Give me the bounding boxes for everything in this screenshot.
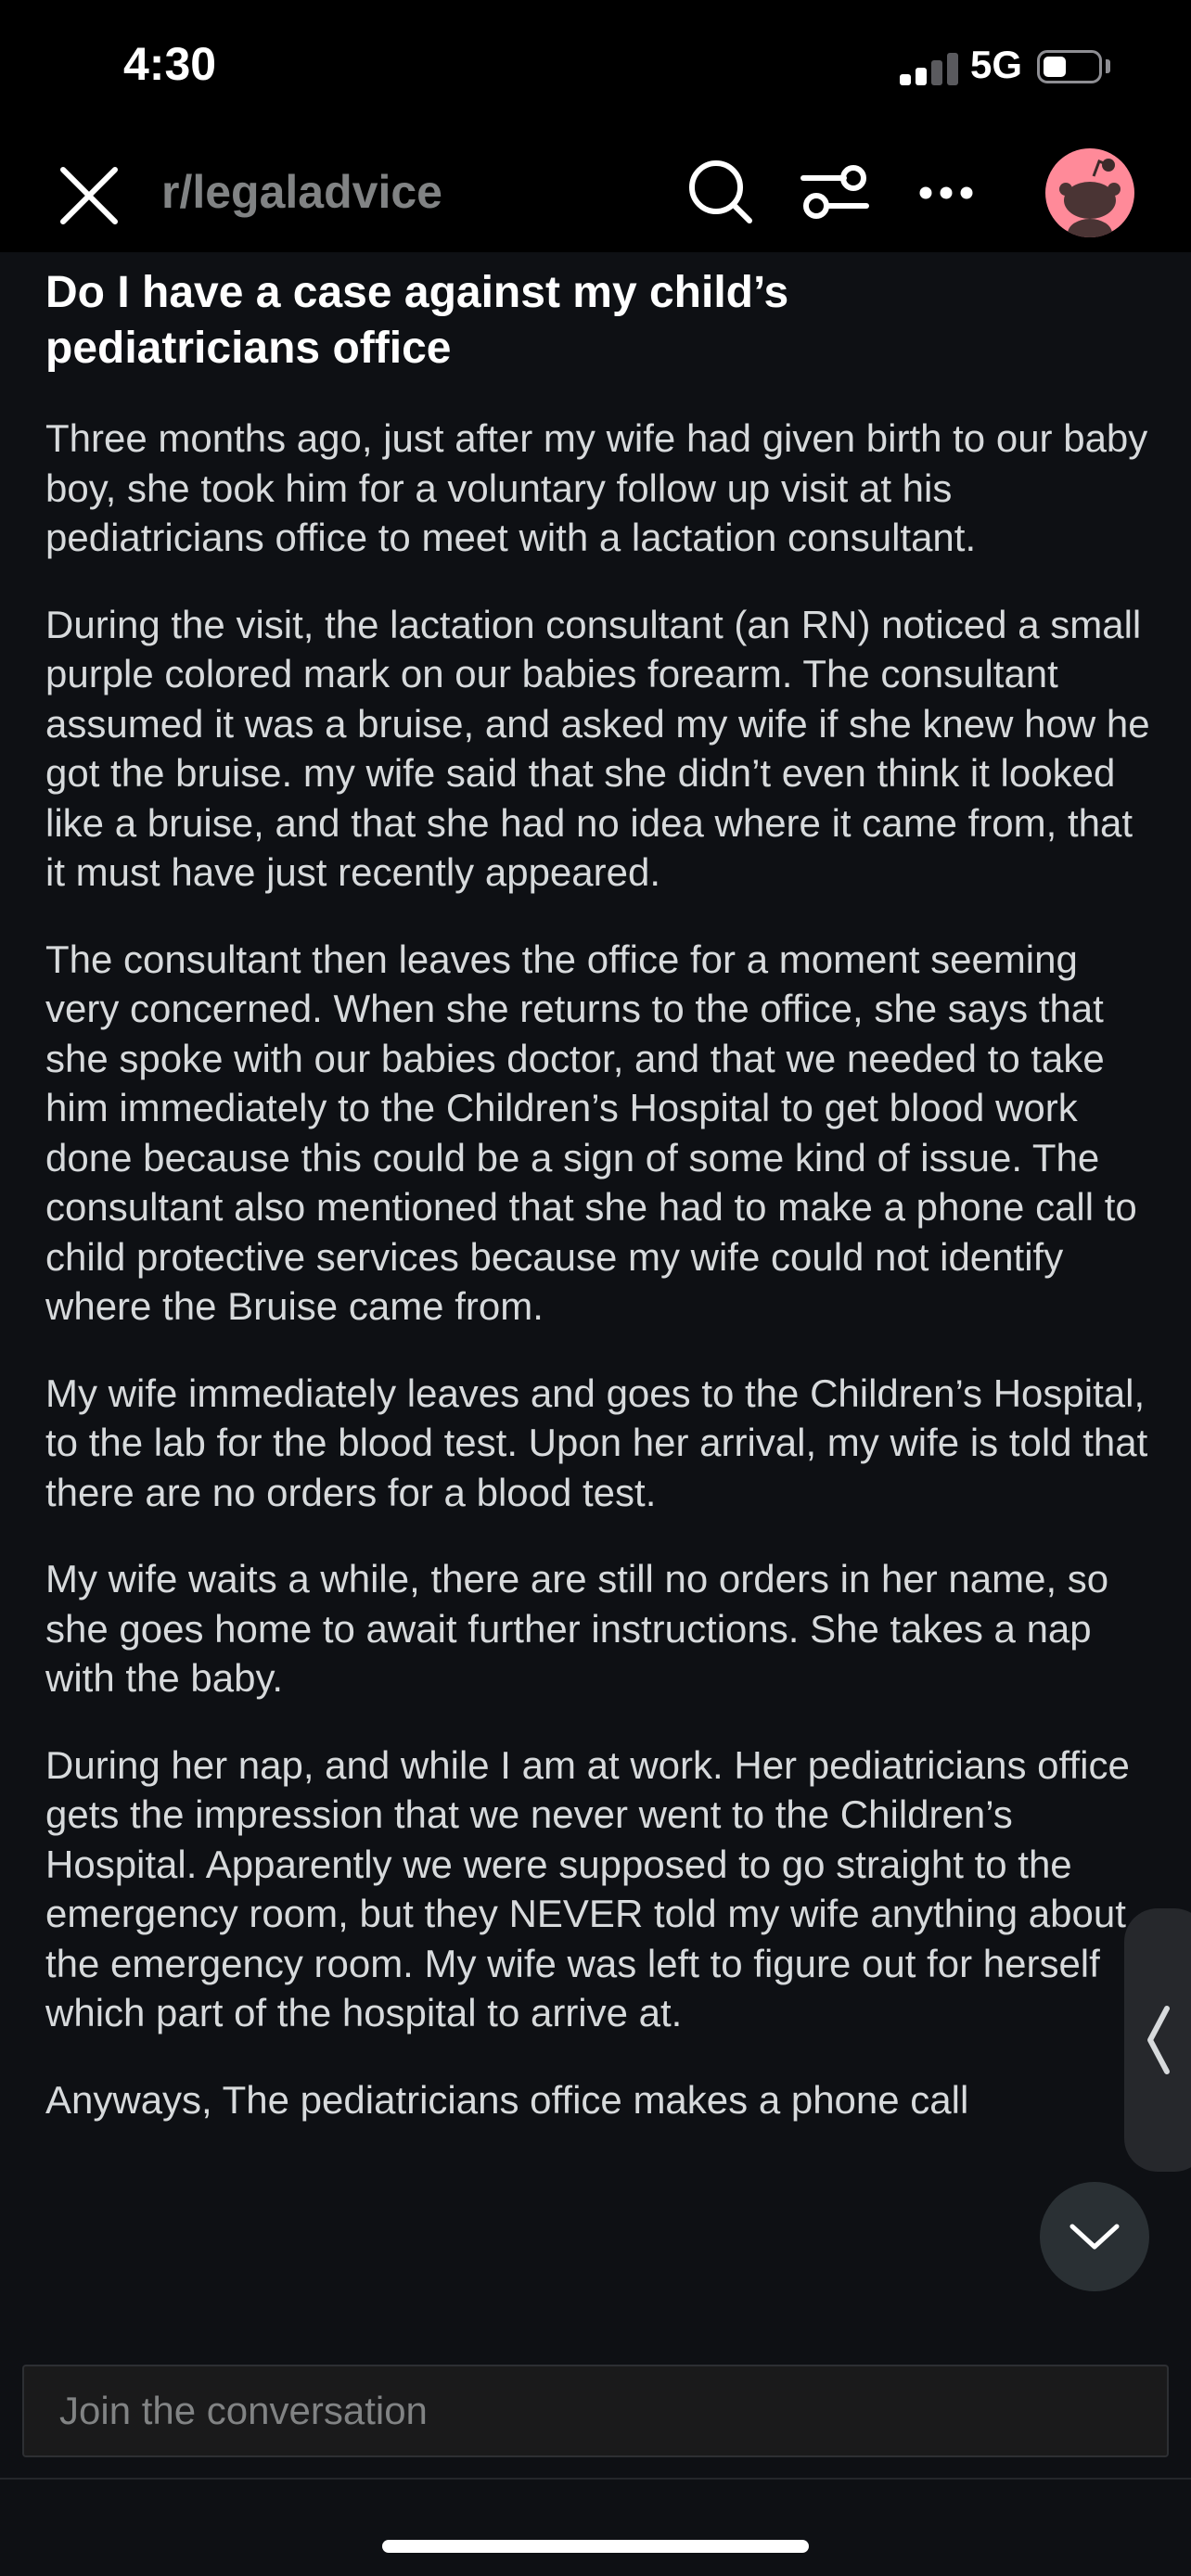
more-horizontal-icon [916,174,976,211]
close-icon [56,162,122,229]
more-options-button[interactable] [916,174,976,211]
home-indicator[interactable] [382,2540,809,2553]
battery-tip [1106,59,1110,73]
post-paragraph: The consultant then leaves the office for a moment seeming very concerned. When she returns to the office, she says that she spoke with our babies doctor, and that we needed to take him immediately to the Children’s Hospital to get blood work done because this could be a sign of some kind of issue. The consultant also mentioned that she had to make a phone call to child protective services because my wife could not identify where the Bruise came from. [45,937,1137,1328]
post-paragraph: Three months ago, just after my wife had given birth to our baby boy, she took him for a voluntary follow up visit at his pediatricians office to meet with a lactation consultant. [45,416,1148,559]
signal-bar [916,68,927,85]
status-time: 4:30 [123,38,217,90]
avatar-snoo-icon [1045,148,1134,237]
post-paragraph: My wife waits a while, there are still no orders in her name, so she goes home to await further instructions. She takes a nap with the baby. [45,1557,1109,1700]
post-title: Do I have a case against my child’s pediatricians office [45,268,789,373]
search-button[interactable] [686,158,755,226]
cellular-signal-icon [900,52,959,85]
battery-fill [1044,57,1066,77]
signal-bar [900,74,911,85]
post-paragraph: During her nap, and while I am at work. Her pediatricians office gets the impression that we never went to the Children’s Hospital. Apparently we were supposed to go straight to the emergency room, but they NEVER told my wife anything about the emergency room. My wife was left to figure out for herself which part of the hospital to arrive at. [45,1742,1130,2034]
scroll-down-button[interactable] [1040,2182,1149,2291]
top-bar [0,0,1191,252]
chevron-left-icon[interactable] [1139,2003,1176,2077]
network-type: 5G [970,43,1023,86]
post-paragraph: During the visit, the lactation consultant (an RN) noticed a small purple colored mark on our babies forearm. The consultant assumed it was a bruise, and asked my wife if she knew how he got the bruise. my wife said that she didn’t even think it looked like a bruise, and that she had no idea where it came from, that it must have just recently appeared. [45,602,1150,894]
filter-button[interactable] [800,159,870,224]
post-content [45,265,1159,2162]
bottom-fade [0,2244,1191,2300]
divider [0,2478,1191,2480]
filter-sliders-icon [800,159,870,224]
chevron-down-icon [1067,2215,1122,2258]
battery-icon [1037,50,1102,83]
avatar[interactable] [1045,148,1134,237]
comment-input[interactable] [22,2365,1169,2457]
close-button[interactable] [56,162,122,229]
search-icon [686,158,755,226]
signal-bar [931,60,942,85]
signal-bar [947,53,958,85]
subreddit-title[interactable]: r/legaladvice [161,166,442,218]
post-paragraph: My wife immediately leaves and goes to the Children’s Hospital, to the lab for the blood test. Upon her arrival, my wife is told that there are no orders for a blood test. [45,1371,1148,1514]
post-paragraph: Anyways, The pediatricians office makes a phone call [45,2077,969,2122]
